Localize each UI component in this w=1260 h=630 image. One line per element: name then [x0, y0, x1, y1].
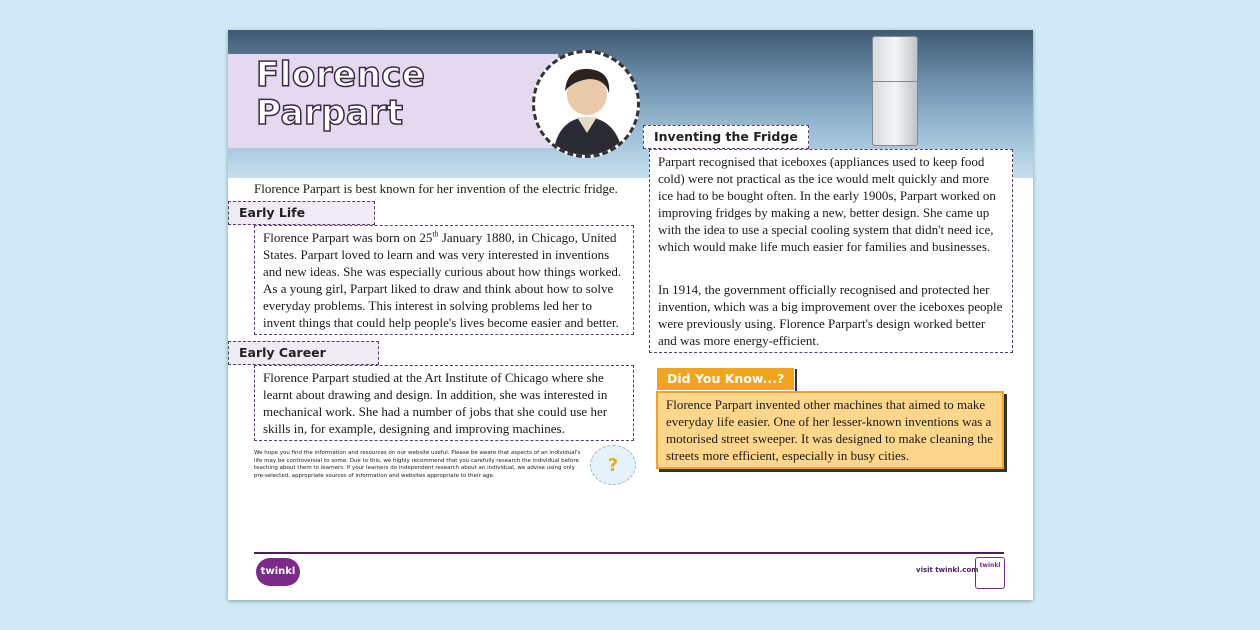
lightbulb-question-icon: ?	[590, 445, 636, 485]
left-column	[228, 180, 638, 485]
fact-file-page	[228, 30, 1033, 600]
intro-text: Florence Parpart is best known for her invention of the electric fridge.	[254, 181, 618, 196]
did-you-know-heading: Did You Know...?	[656, 367, 795, 391]
quality-badge: twinkl	[975, 557, 1005, 589]
right-column	[643, 125, 1015, 469]
fridge-text	[649, 149, 1013, 353]
portrait-image	[532, 50, 640, 158]
fridge-heading: Inventing the Fridge	[643, 125, 809, 149]
early-life-heading: Early Life	[228, 201, 375, 225]
fridge-paragraph-1: Parpart recognised that iceboxes (appliances used to keep food cold) were not practical as the ice would melt quickly and more ice had to be bought often. In the early 1900s, Parpart worked on improving fridges by making a new, better design. She came up with the idea to use a special cooling system that didn't need ice, which would make life much easier for families and businesses.	[658, 154, 996, 254]
disclaimer-text: We hope you find the information and resources on our website useful. Please be aware that aspects of an individual's life may be controversial to some. Due to this, we highly recommend that you carefully research the individual before teaching about them to learners. If your learners do independent research about an individual, we advise using only pre-selected, appropriate sources of information and websites appropriate to their age.	[254, 450, 581, 479]
did-you-know-text: Florence Parpart invented other machines that aimed to make everyday life easier. One of her lesser-known inventions was a motorised street sweeper. It was designed to make cleaning the streets more efficient, especially in busy cities.	[656, 391, 1004, 469]
early-career-heading: Early Career	[228, 341, 379, 365]
page-title: Florence Parpart	[256, 55, 426, 133]
disclaimer-row	[254, 445, 638, 485]
visit-link[interactable]: visit twinkl.com	[916, 566, 979, 574]
footer-divider	[254, 552, 1004, 554]
fridge-paragraph-2: In 1914, the government officially recognised and protected her invention, which was a big improvement over the iceboxes people were previously using. Florence Parpart's design worked better and was more energy-efficient.	[658, 282, 1003, 348]
twinkl-logo[interactable]: twinkl	[256, 558, 300, 586]
early-life-text: Florence Parpart was born on 25th January 1880, in Chicago, United States. Parpart loved to learn and was very interested in inventions and new ideas. She was especially curious about how things worked. As a young girl, Parpart liked to draw and think about how to solve everyday problems. This interest in solving problems led her to invent things that could help people's lives become easier and better.	[254, 225, 634, 335]
early-career-text: Florence Parpart studied at the Art Institute of Chicago where she learnt about drawing and design. In addition, she was interested in mechanical work. She had a number of jobs that she could use her skills in, for example, designing and improving machines.	[254, 365, 634, 441]
